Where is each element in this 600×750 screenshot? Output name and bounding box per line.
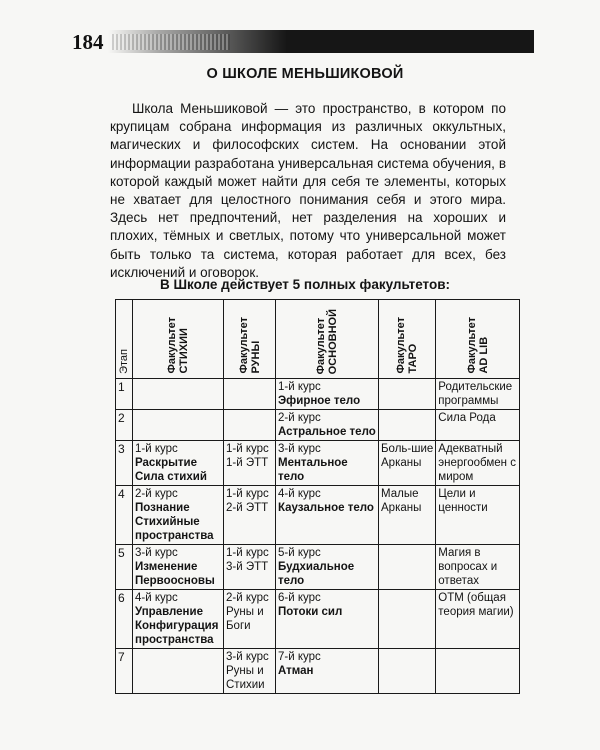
- stikhii-cell: [133, 649, 224, 694]
- taro-cell: Малые Арканы: [379, 486, 436, 545]
- page-number: 184: [72, 30, 104, 54]
- osnovnoy-cell: 7-й курс Атман: [276, 649, 379, 694]
- table-caption: В Школе действует 5 полных факультетов:: [159, 277, 451, 292]
- taro-cell: [379, 379, 436, 410]
- header-stikhii: Факультет СТИХИИ: [133, 300, 224, 379]
- runy-cell: [224, 379, 276, 410]
- header-adlib: Факультет AD LIB: [436, 300, 520, 379]
- stage-cell: 5: [116, 545, 133, 590]
- stage-cell: 3: [116, 441, 133, 486]
- taro-cell: [379, 590, 436, 649]
- header-taro: Факультет ТАРО: [379, 300, 436, 379]
- stikhii-cell: [133, 379, 224, 410]
- table-row: [116, 486, 520, 545]
- osnovnoy-cell: 2-й курс Астральное тело: [276, 410, 379, 441]
- runy-cell: 1-й курс 3-й ЭТТ: [224, 545, 276, 590]
- header-stage: Этап: [116, 300, 133, 379]
- stikhii-cell: [133, 410, 224, 441]
- osnovnoy-cell: 4-й курс Каузальное тело: [276, 486, 379, 545]
- runy-cell: 1-й курс 2-й ЭТТ: [224, 486, 276, 545]
- table-row: [116, 545, 520, 590]
- faculties-table: [115, 299, 520, 694]
- adlib-cell: ОТМ (общая теория магии): [436, 590, 520, 649]
- runy-cell: 3-й курс Руны и Стихии: [224, 649, 276, 694]
- stage-cell: 2: [116, 410, 133, 441]
- adlib-cell: Сила Рода: [436, 410, 520, 441]
- runy-cell: 2-й курс Руны и Боги: [224, 590, 276, 649]
- header-runy: Факультет РУНЫ: [224, 300, 276, 379]
- adlib-cell: [436, 649, 520, 694]
- section-title: О ШКОЛЕ МЕНЬШИКОВОЙ: [206, 66, 404, 82]
- stikhii-cell: 1-й курс Раскрытие Сила стихий: [133, 441, 224, 486]
- header-osnovnoy: Факультет ОСНОВНОЙ: [276, 300, 379, 379]
- adlib-cell: Родительские программы: [436, 379, 520, 410]
- runy-cell: [224, 410, 276, 441]
- adlib-cell: Адекватный энергообмен с миром: [436, 441, 520, 486]
- osnovnoy-cell: 1-й курс Эфирное тело: [276, 379, 379, 410]
- adlib-cell: Магия в вопросах и ответах: [436, 545, 520, 590]
- intro-paragraph: Школа Меньшиковой — это пространство, в котором по крупицам собрана информация из различных оккультных, магических и философских систем. На основании этой информации разработана универсальная система обучения, в которой каждый может найти для себя те элементы, которых не хватает для целостного понимания себя и этого мира. Здесь нет предпочтений, нет разделения на хороших и плохих, тёмных и светлых, потому что универсальной может быть только та система, которая работает для всех, без исключений и оговорок.: [110, 101, 506, 280]
- stikhii-cell: 4-й курс Управление Конфигурация пространства: [133, 590, 224, 649]
- taro-cell: [379, 410, 436, 441]
- stage-cell: 1: [116, 379, 133, 410]
- table-header-row: [116, 300, 520, 379]
- table-row: [116, 410, 520, 441]
- stikhii-cell: 2-й курс Познание Стихийные пространства: [133, 486, 224, 545]
- stage-cell: 7: [116, 649, 133, 694]
- taro-cell: [379, 649, 436, 694]
- stage-cell: 6: [116, 590, 133, 649]
- table-row: [116, 649, 520, 694]
- table-row: [116, 379, 520, 410]
- header-bar-texture: [110, 34, 230, 50]
- stikhii-cell: 3-й курс Изменение Первоосновы: [133, 545, 224, 590]
- table-row: [116, 590, 520, 649]
- table-row: [116, 441, 520, 486]
- runy-cell: 1-й курс 1-й ЭТТ: [224, 441, 276, 486]
- osnovnoy-cell: 6-й курс Потоки сил: [276, 590, 379, 649]
- osnovnoy-cell: 3-й курс Ментальное тело: [276, 441, 379, 486]
- taro-cell: Боль-шие Арканы: [379, 441, 436, 486]
- adlib-cell: Цели и ценности: [436, 486, 520, 545]
- stage-cell: 4: [116, 486, 133, 545]
- osnovnoy-cell: 5-й курс Будхиальное тело: [276, 545, 379, 590]
- taro-cell: [379, 545, 436, 590]
